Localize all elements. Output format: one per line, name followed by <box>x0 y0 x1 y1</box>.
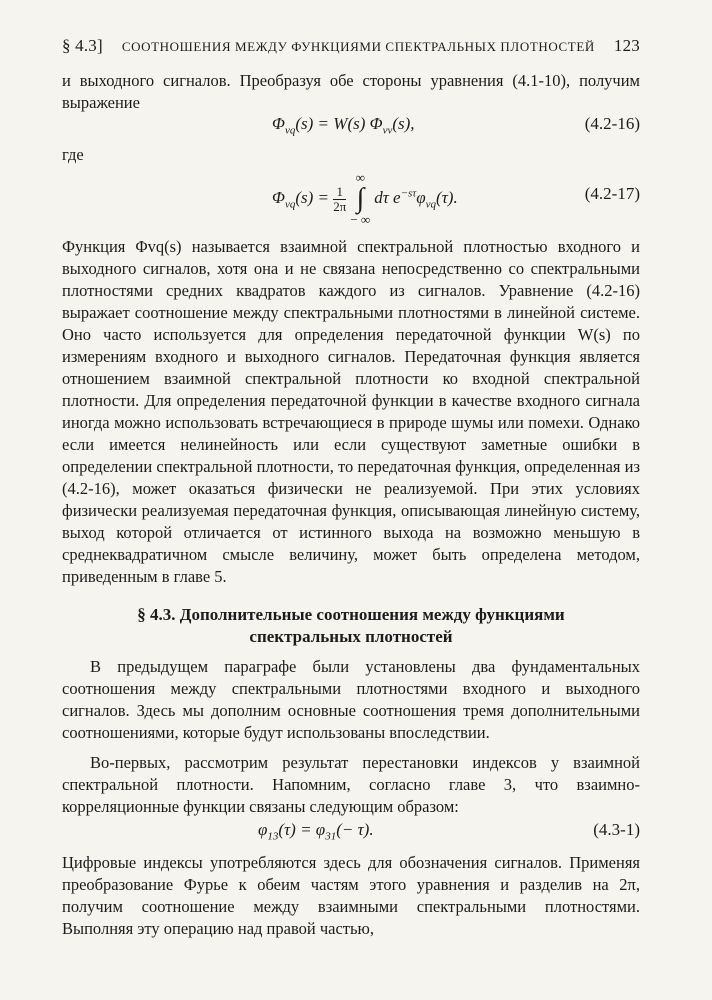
section-heading-line-1: § 4.3. Дополнительные соотношения между функциями <box>137 605 565 624</box>
running-head-title: СООТНОШЕНИЯ МЕЖДУ ФУНКЦИЯМИ СПЕКТРАЛЬНЫХ ПЛОТНОСТЕЙ <box>121 39 595 54</box>
eq16-lhs-sub: vq <box>284 124 296 137</box>
eq16-w: W <box>333 114 348 133</box>
eq16-lhs-arg: (s) = <box>295 114 334 133</box>
eq17-lhs-arg: (s) = <box>295 187 334 207</box>
running-head-section: § 4.3] <box>62 36 103 55</box>
eq431-lhs-arg: (τ) = <box>278 820 316 839</box>
equation-4-2-17-formula <box>272 172 458 226</box>
eq17-integral <box>350 172 370 226</box>
eq17-upper-limit: ∞ <box>355 170 365 185</box>
page-number: 123 <box>613 36 640 55</box>
running-head <box>62 36 640 56</box>
equation-4-2-17 <box>62 166 640 228</box>
equation-4-3-1 <box>62 820 640 850</box>
eq17-lower-limit: − ∞ <box>350 212 371 227</box>
equation-4-3-1-formula <box>258 820 374 842</box>
eq431-rhs-arg: (− τ). <box>336 820 374 839</box>
equation-4-3-1-number: (4.3-1) <box>593 820 640 839</box>
equation-4-2-17-number: (4.2-17) <box>584 184 640 203</box>
eq16-lhs: Φ <box>272 114 285 133</box>
eq17-fraction <box>333 185 346 214</box>
where-word: где <box>62 145 84 164</box>
equation-4-2-16 <box>62 114 640 144</box>
section-heading <box>62 604 640 648</box>
paragraph-2: В предыдущем параграфе были установлены два фундаментальных соотношения между спектральными плотностями входного и выходного сигналов. Здесь мы дополним основные соотношения тремя дополнительными соотношениями, которые будут использованы впоследствии. <box>62 657 640 742</box>
eq17-body: dτ e <box>374 187 401 207</box>
eq431-lhs-sub: 13 <box>267 830 279 843</box>
eq17-phi: φ <box>416 187 426 207</box>
paragraph-1: Функция Φvq(s) называется взаимной спектральной плотностью входного и выходного сигналов, хотя она и не связана непосредственно со спектральными плотностями средних квадратов каждого из сигналов. Уравнение (4.2-16) выражает соотношение между спектральными плотностями в линейной системе. Оно часто используется для определения передаточной функции W(s) по измерениям входного и выходного сигналов. Передаточная функция является отношением взаимной спектральной плотности ко входной спектральной плотности. Для определения передаточной функции в качестве входного сигнала иногда можно использовать встречающиеся в природе шумы или помехи. Однако если имеется нелинейность или если существуют заметные ошибки в определении спектральной плотности, то передаточная функция, определенная из (4.2-16), может оказаться физически не реализуемой. При этих условиях физически реализуемая передаточная функция, описывающая линейную систему, выход которой отличается от истинного выхода на возможно меньшую в среднеквадратичном смысле величину, может быть определена методом, приведенным в главе 5. <box>62 237 640 586</box>
eq17-exponent: −sτ <box>400 187 417 200</box>
intro-line: и выходного сигналов. Преобразуя обе стороны уравнения (4.1-10), получим выражение <box>62 71 640 112</box>
eq17-integral-sign: ∫ <box>356 183 365 214</box>
eq431-lhs: φ <box>258 820 268 839</box>
eq16-phi-arg: (s), <box>392 114 415 133</box>
paragraph-3: Во-первых, рассмотрим результат перестановки индексов у взаимной спектральной плотности. Напомним, согласно главе 3, что взаимно-корреляционные функции связаны следующим образом: <box>62 753 640 816</box>
eq17-phi-sub: vq <box>425 198 437 211</box>
eq17-frac-num: 1 <box>333 185 346 200</box>
eq17-frac-den: 2π <box>333 198 347 214</box>
paragraph-4: Цифровые индексы употребляются здесь для обозначения сигналов. Применяя преобразование Фурье к обеим частям этого уравнения и разделив на 2π, получим соотношение между взаимными спектральными плотностями. Выполняя эту операцию над правой частью, <box>62 853 640 938</box>
eq17-lhs: Φ <box>272 187 285 207</box>
eq431-rhs: φ <box>315 820 326 839</box>
eq17-lhs-sub: vq <box>284 198 296 211</box>
section-heading-line-2: спектральных плотностей <box>249 627 453 646</box>
eq17-phi-arg: (τ). <box>436 187 458 207</box>
equation-4-2-16-formula <box>272 114 415 136</box>
equation-4-2-16-number: (4.2-16) <box>584 114 640 133</box>
eq431-rhs-sub: 31 <box>325 830 337 843</box>
eq16-w-arg: (s) <box>347 114 370 133</box>
eq16-phi-sub: vv <box>382 124 393 137</box>
eq16-phi: Φ <box>369 114 383 133</box>
